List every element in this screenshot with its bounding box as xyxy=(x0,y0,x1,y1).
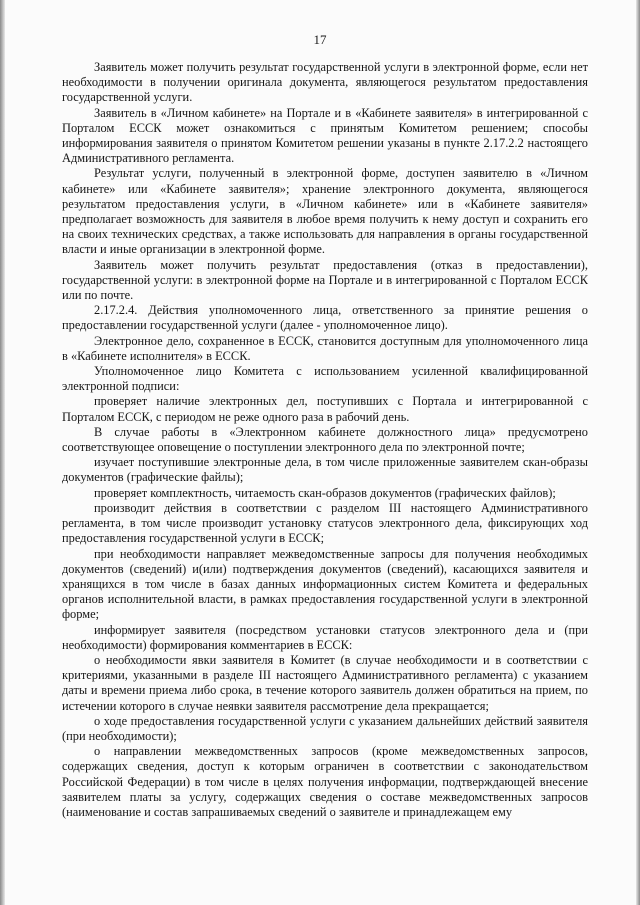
paragraph: проверяет комплектность, читаемость скан-образов документов (графических файлов); xyxy=(94,485,556,500)
paragraph: 2.17.2.4. Действия уполномоченного лица, ответственного за принятие решения о предоставлении государственной услуги (далее - уполномоченное лицо). xyxy=(62,303,588,333)
paragraph: Заявитель может получить результат предоставления (отказ в предоставлении), государственной услуги: в электронной форме на Портале и в интегрированной с Порталом ЕССК или по почте. xyxy=(62,257,588,303)
paragraph: Результат услуги, полученный в электронной форме, доступен заявителю в «Личном кабинете» или «Кабинете заявителя»; хранение электронного документа, являющегося результатом предоставления услуги, в «Личном кабинете» или в «Кабинете заявителя» предполагает возможность для заявителя в любое время получить к нему доступ и сохранить его на своих технических средствах, а также использовать для направления в органы государственной власти и иные организации в электронной форме. xyxy=(62,166,588,257)
document-body xyxy=(62,60,588,820)
paragraph: о направлении межведомственных запросов (кроме межведомственных запросов, содержащих сведения, доступ к которым ограничен в соответствии с законодательством Российской Федерации) в том числе в целях получения информации, подтверждающей внесение заявителем платы за услугу, содержащих сведения о составе межведомственных запросов (наименование и состав запрашиваемых сведений о заявителе и принадлежащем ему xyxy=(62,744,588,819)
paragraph: Заявитель может получить результат государственной услуги в электронной форме, если нет необходимости в получении оригинала документа, являющегося результатом предоставления государственной услуги. xyxy=(62,60,588,105)
paragraph: изучает поступившие электронные дела, в том числе приложенные заявителем скан-образы документов (графические файлы); xyxy=(62,455,588,485)
paragraph: В случае работы в «Электронном кабинете должностного лица» предусмотрено соответствующее оповещение о поступлении электронного дела по электронной почте; xyxy=(62,424,588,455)
page-number: 17 xyxy=(313,32,327,47)
scan-edge-left xyxy=(0,0,5,905)
paragraph: Электронное дело, сохраненное в ЕССК, становится доступным для уполномоченного лица в «Кабинете исполнителя» в ЕССК. xyxy=(62,333,588,363)
paragraph: производит действия в соответствии с разделом III настоящего Административного регламента, в том числе производит установку статусов электронного дела, фиксирующих ход предоставления государственной услуги в ЕССК; xyxy=(62,500,588,546)
paragraph: проверяет наличие электронных дел, поступивших с Портала и интегрированной с Порталом ЕССК, с периодом не реже одного раза в рабочий день. xyxy=(62,394,588,424)
scan-edge-right xyxy=(636,0,640,905)
paragraph: о необходимости явки заявителя в Комитет (в случае необходимости и в соответствии с критериями, указанными в разделе III настоящего Административного регламента) с указанием даты и времени приема либо срока, в течение которого заявитель должен обратиться на прием, по истечении которого в случае неявки заявителя рассмотрение дела прекращается; xyxy=(62,652,588,713)
paragraph: Заявитель в «Личном кабинете» на Портале и в «Кабинете заявителя» в интегрированной с Порталом ЕССК может ознакомиться с принятым Комитетом решением; способы информирования заявителя о принятом Комитетом решении указаны в пункте 2.17.2.2 настоящего Административного регламента. xyxy=(62,105,588,166)
paragraph: информирует заявителя (посредством установки статусов электронного дела и (при необходимости) формирования комментариев в ЕССК: xyxy=(62,622,588,652)
paragraph: при необходимости направляет межведомственные запросы для получения необходимых документов (сведений) и(или) подтверждения документов (сведений), касающихся заявителя и хранящихся в том числе в базах данных информационных систем Комитета и федеральных органов исполнительной власти, в рамках предоставления государственной услуги в электронной форме; xyxy=(62,546,588,622)
paragraph: о ходе предоставления государственной услуги с указанием дальнейших действий заявителя (при необходимости); xyxy=(62,713,588,743)
paragraph: Уполномоченное лицо Комитета с использованием усиленной квалифицированной электронной подписи: xyxy=(62,364,588,394)
